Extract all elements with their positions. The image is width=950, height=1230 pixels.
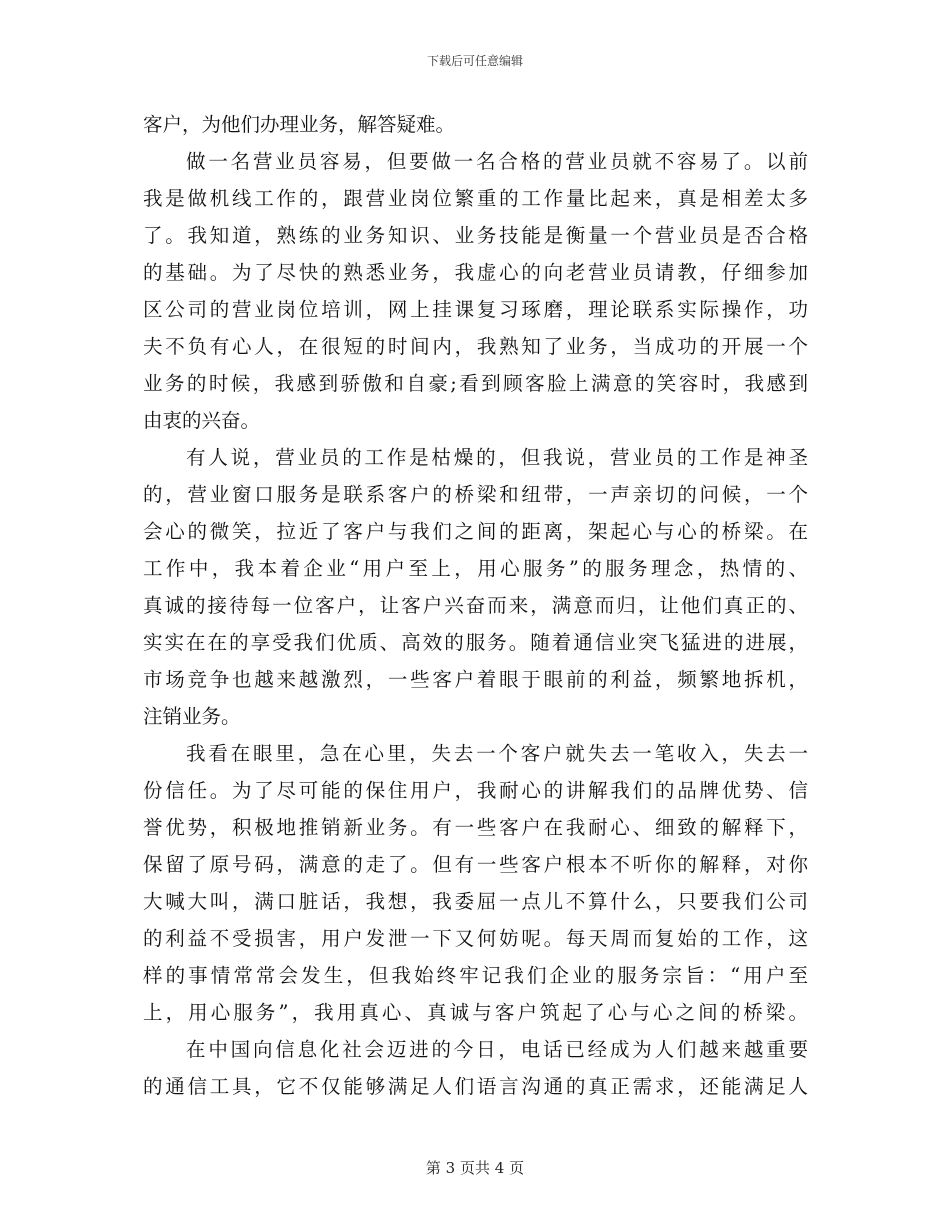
text-line: 客户，为他们办理业务，解答疑难。 (143, 113, 456, 136)
text-line: 业务的时候，我感到骄傲和自豪;看到顾客脸上满意的笑容时，我感到 (143, 372, 808, 395)
text-line: 保留了原号码，满意的走了。但有一些客户根本不听你的解释，对你 (143, 853, 808, 876)
text-line: 的基础。为了尽快的熟悉业务，我虚心的向老营业员请教，仔细参加 (143, 261, 808, 284)
header-note: 下载后可任意编辑 (426, 54, 523, 68)
text-line: 夫不负有心人，在很短的时间内，我熟知了业务，当成功的开展一个 (143, 335, 808, 358)
text-line: 注销业务。 (143, 705, 241, 728)
text-line: 市场竞争也越来越激烈，一些客户着眼于眼前的利益，频繁地拆机， (143, 668, 808, 691)
text-line: 上，用心服务”，我用真心、真诚与客户筑起了心与心之间的桥梁。 (143, 1001, 808, 1024)
paragraph-first-line: 做一名营业员容易，但要做一名合格的营业员就不容易了。以前 (186, 150, 808, 173)
text-line: 实实在在的享受我们优质、高效的服务。随着通信业突飞猛进的进展， (143, 631, 808, 654)
text-line: 誉优势，积极地推销新业务。有一些客户在我耐心、细致的解释下， (143, 816, 808, 839)
page-number: 第 3 页共 4 页 (425, 1159, 525, 1177)
text-line: 由衷的兴奋。 (143, 409, 261, 432)
text-line: 的利益不受损害，用户发泄一下又何妨呢。每天周而复始的工作，这 (143, 927, 808, 950)
paragraph-first-line: 在中国向信息化社会迈进的今日，电话已经成为人们越来越重要 (186, 1038, 808, 1061)
document-body (143, 106, 808, 1105)
paragraph-first-line: 有人说，营业员的工作是枯燥的，但我说，营业员的工作是神圣 (186, 446, 808, 469)
text-line: 份信任。为了尽可能的保住用户，我耐心的讲解我们的品牌优势、信 (143, 779, 808, 802)
text-line: 会心的微笑，拉近了客户与我们之间的距离，架起心与心的桥梁。在 (143, 520, 808, 543)
text-line: 样的事情常常会发生，但我始终牢记我们企业的服务宗旨：“用户至 (143, 964, 808, 987)
text-line: 的通信工具，它不仅能够满足人们语言沟通的真正需求，还能满足人 (143, 1075, 808, 1098)
paragraph-first-line: 我看在眼里，急在心里，失去一个客户就失去一笔收入，失去一 (186, 742, 808, 765)
text-line: 的，营业窗口服务是联系客户的桥梁和纽带，一声亲切的问候，一个 (143, 483, 808, 506)
text-line: 工作中，我本着企业“用户至上，用心服务”的服务理念，热情的、 (143, 557, 808, 580)
text-line: 了。我知道，熟练的业务知识、业务技能是衡量一个营业员是否合格 (143, 224, 808, 247)
text-line: 区公司的营业岗位培训，网上挂课复习琢磨，理论联系实际操作，功 (143, 298, 808, 321)
text-line: 大喊大叫，满口脏话，我想，我委屈一点儿不算什么，只要我们公司 (143, 890, 808, 913)
text-line: 我是做机线工作的，跟营业岗位繁重的工作量比起来，真是相差太多 (143, 187, 808, 210)
text-line: 真诚的接待每一位客户，让客户兴奋而来，满意而归，让他们真正的、 (143, 594, 808, 617)
